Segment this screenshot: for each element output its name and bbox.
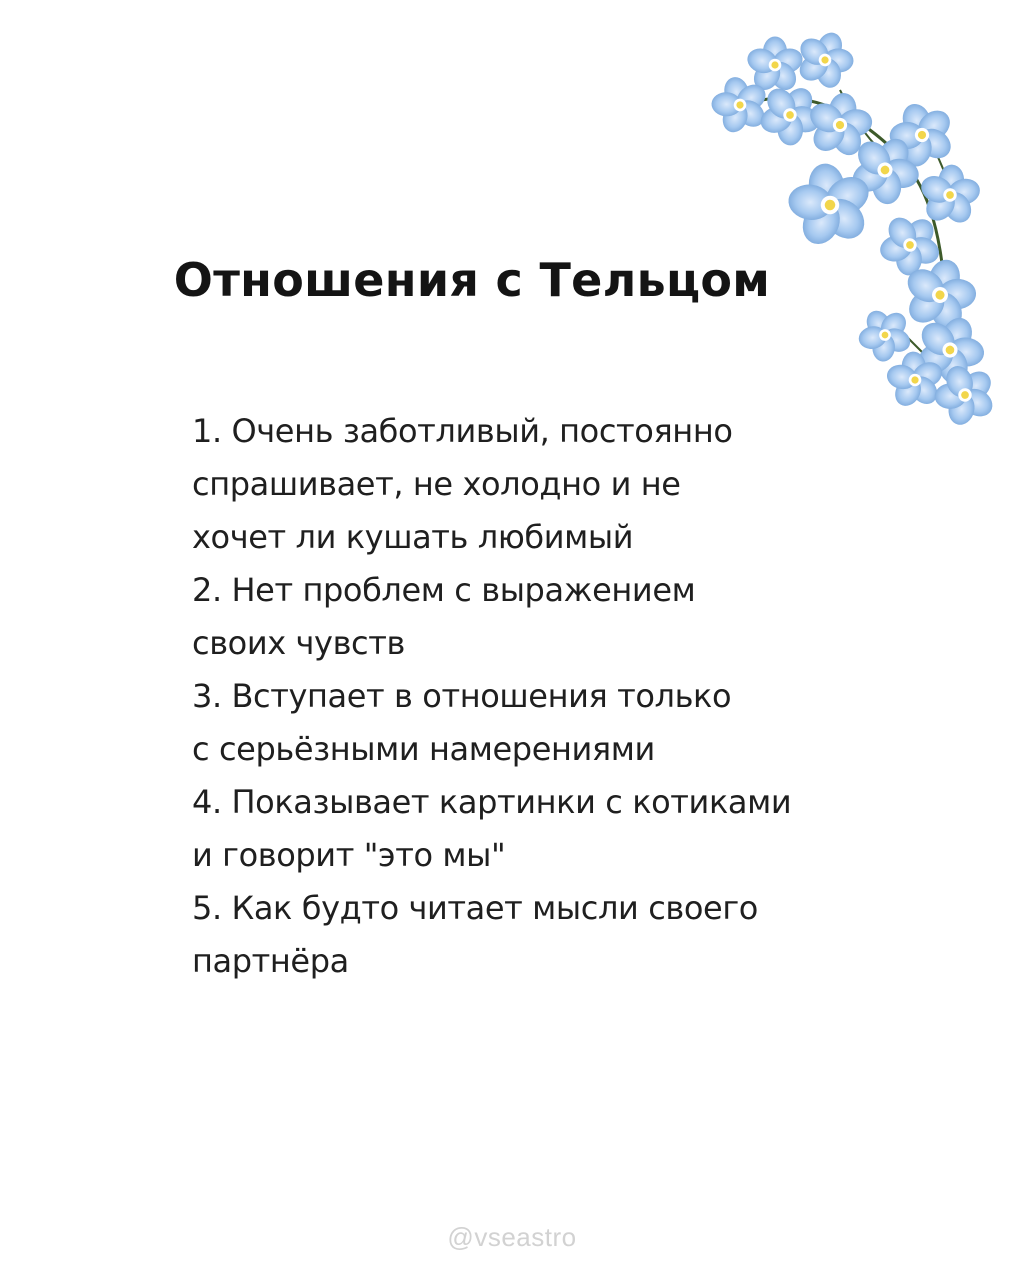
list-item-line: хочет ли кушать любимый: [192, 518, 634, 556]
list-item-line: с серьёзными намерениями: [192, 730, 655, 768]
list-item: [192, 776, 872, 882]
list-item-line: 4. Показывает картинки с котиками: [192, 783, 792, 821]
list-item-line: и говорит "это мы": [192, 836, 506, 874]
list-item: [192, 882, 872, 988]
list-item: [192, 670, 872, 776]
list-item-line: партнёра: [192, 942, 349, 980]
traits-list: [192, 405, 872, 988]
list-item-line: 5. Как будто читает мысли своего: [192, 889, 758, 927]
list-item-line: спрашивает, не холодно и не: [192, 465, 681, 503]
watermark: @vseastro: [447, 1222, 577, 1252]
list-item-line: 2. Нет проблем с выражением: [192, 571, 696, 609]
list-item-line: 3. Вступает в отношения только: [192, 677, 732, 715]
list-item-line: своих чувств: [192, 624, 405, 662]
forget-me-not-flowers-icon: [700, 20, 1010, 430]
page-title: Отношения с Тельцом: [173, 253, 771, 307]
list-item: [192, 405, 872, 564]
list-item: [192, 564, 872, 670]
list-item-line: 1. Очень заботливый, постоянно: [192, 412, 733, 450]
